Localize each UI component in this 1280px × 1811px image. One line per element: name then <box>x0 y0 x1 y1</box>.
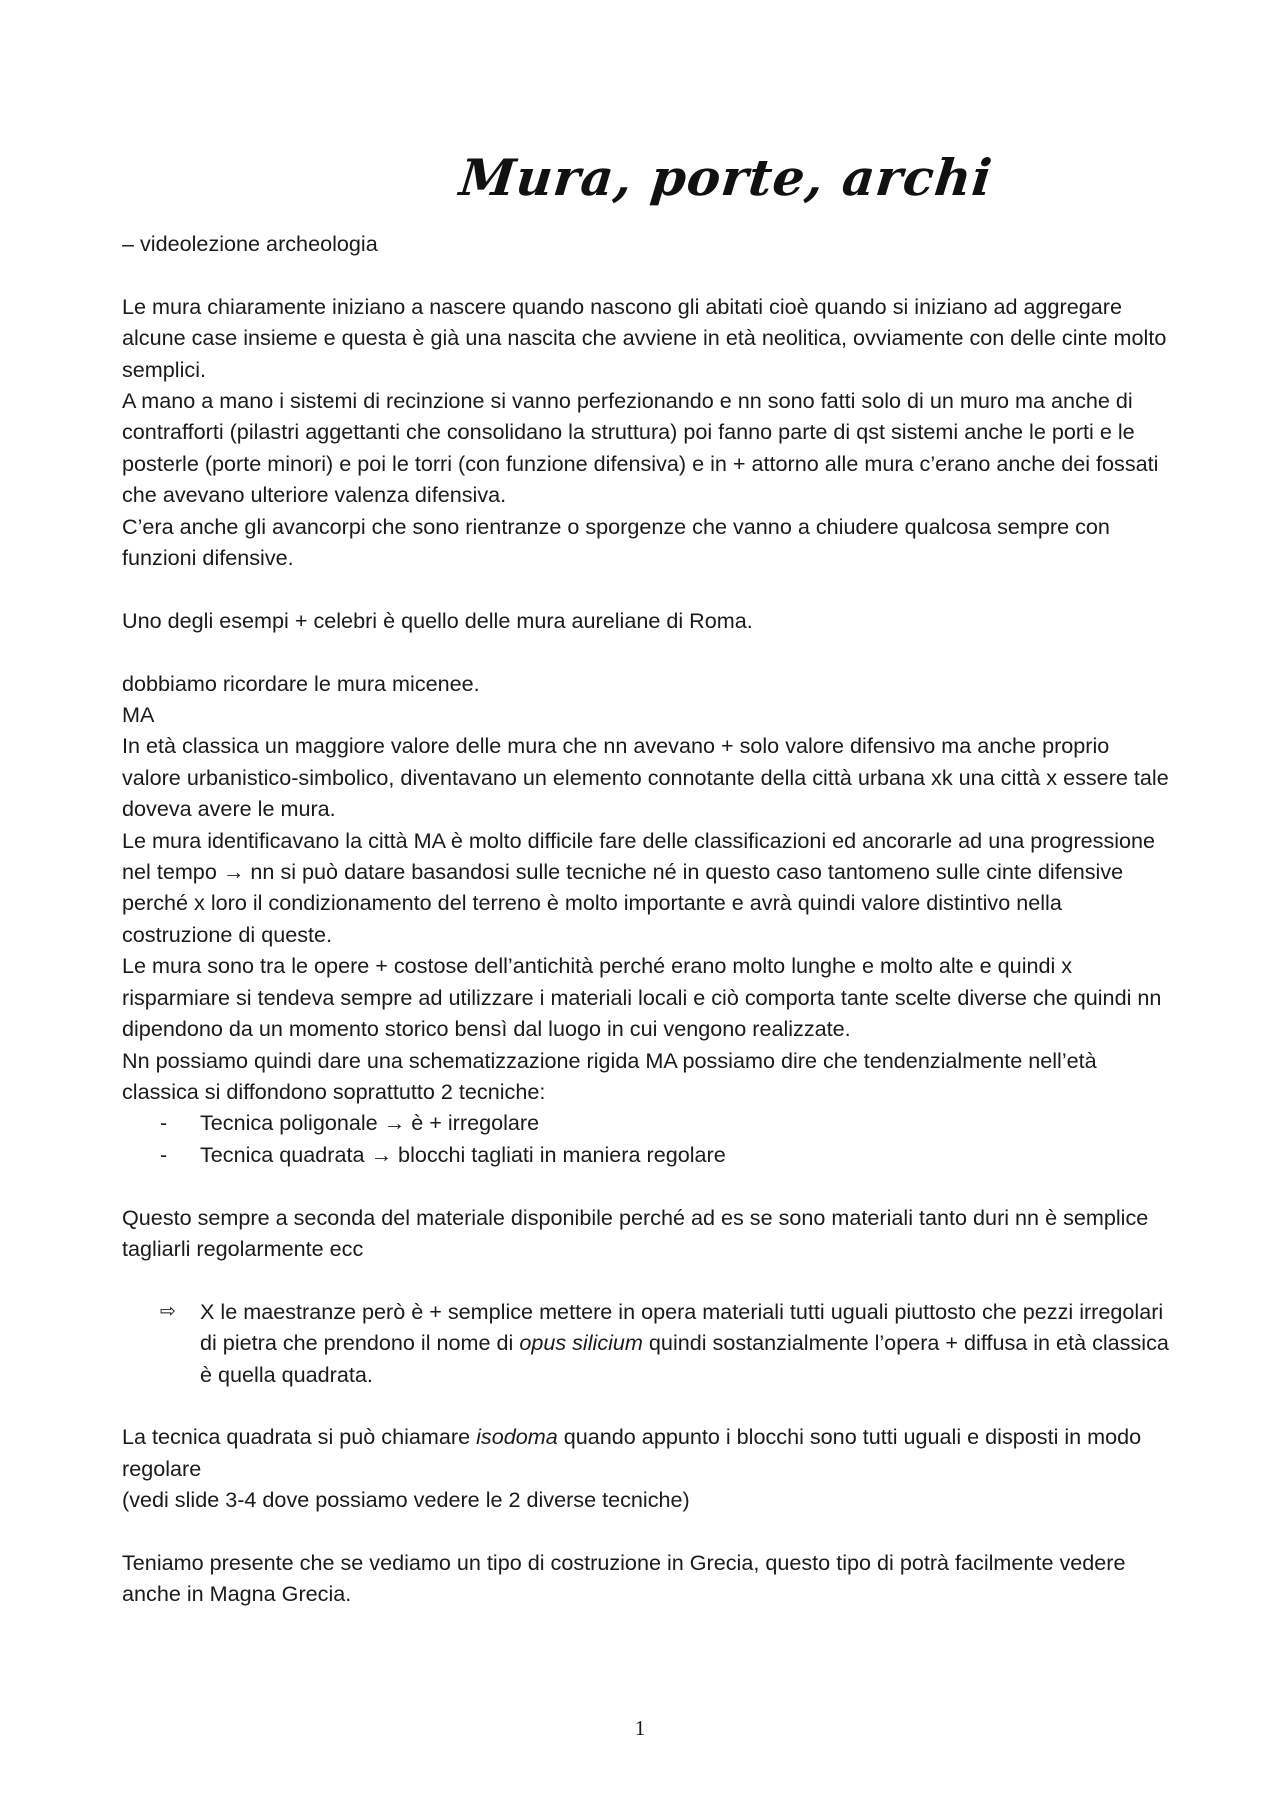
isodoma-term: isodoma <box>476 1424 558 1450</box>
paragraph: Le mura identificavano la città MA è molto difficile fare delle classificazioni ed ancorarle ad una progressione nel tempo → nn si può datare basandosi sulle tecniche né in questo caso tantomeno sulle cinte difensive perché x loro il condizionamento del terreno è molto importante e avrà quindi valore distintivo nella costruzione di queste. <box>122 827 1156 947</box>
paragraph: C’era anche gli avancorpi che sono rientranze o sporgenze che vanno a chiudere qualcosa sempre con funzioni difensive. <box>122 513 1110 571</box>
arrow-note-term: opus silicium <box>519 1330 643 1356</box>
dash-bullet: - <box>160 1110 168 1136</box>
paragraph: In età classica un maggiore valore delle mura che nn avevano + solo valore difensivo ma anche proprio valore urbanistico-simbolico, diventavano un elemento connotante della città urbana xk una città x essere tale doveva avere le mura. <box>122 733 1169 822</box>
paragraph: Questo sempre a seconda del materiale disponibile perché ad es se sono materiali tanto duri nn è semplice tagliarli regolarmente ecc <box>122 1204 1149 1261</box>
page-title: Mura, porte, archi <box>456 148 996 207</box>
dash-bullet: - <box>160 1141 168 1167</box>
list-item-text: Tecnica quadrata → blocchi tagliati in maniera regolare <box>200 1141 726 1167</box>
subtitle: – videolezione archeologia <box>122 231 378 256</box>
paragraph: Uno degli esempi + celebri è quello delle mura aureliane di Roma. <box>122 607 753 633</box>
list-item <box>122 1107 1172 1138</box>
paragraph: Nn possiamo quindi dare una schematizzazione rigida MA possiamo dire che tendenzialmente nell’età classica si diffondono soprattutto 2 tecniche: <box>122 1047 1097 1104</box>
paragraph: A mano a mano i sistemi di recinzione si vanno perfezionando e nn sono fatti solo di un muro ma anche di contrafforti (pilastri aggettanti che consolidano la struttura) poi fanno parte di qst sistemi anche le porti e le posterle (porte minori) e poi le torri (con funzione difensiva) e in + attorno alle mura c’erano anche dei fossati che avevano ulteriore valenza difensiva. <box>122 388 1159 508</box>
paragraph-text: quando appunto i blocchi sono tutti uguali e disposti in modo regolare <box>122 1424 1142 1481</box>
list-item <box>122 1139 1172 1170</box>
techniques-list <box>122 1107 1172 1170</box>
page-number: 1 <box>634 1716 646 1740</box>
paragraph <box>122 1421 1172 1484</box>
arrow-note-text: quindi sostanzialmente l’opera + diffusa in età classica è quella quadrata. <box>200 1330 1169 1387</box>
document-body <box>122 228 1172 1610</box>
paragraph-text: La tecnica quadrata si può chiamare <box>122 1424 471 1450</box>
paragraph: Teniamo presente che se vediamo un tipo di costruzione in Grecia, questo tipo di potrà facilmente vedere anche in Magna Grecia. <box>122 1549 1126 1607</box>
paragraph: MA <box>122 702 155 728</box>
paragraph: dobbiamo ricordare le mura micenee. <box>122 670 480 696</box>
paragraph: Le mura sono tra le opere + costose dell’antichità perché erano molto lunghe e molto alte e quindi x risparmiare si tendeva sempre ad utilizzare i materiali locali e ciò comporta tante scelte diverse che quindi nn dipendono da un momento storico bensì dal luogo in cui vengono realizzate. <box>122 953 1162 1042</box>
paragraph: Le mura chiaramente iniziano a nascere quando nascono gli abitati cioè quando si iniziano ad aggregare alcune case insieme e questa è già una nascita che avviene in età neolitica, ovviamente con delle cinte molto semplici. <box>122 293 1167 382</box>
arrow-note <box>122 1296 1172 1390</box>
arrow-bullet-icon: ⇨ <box>160 1300 176 1322</box>
arrow-note-text: X le maestranze però è + semplice mettere in opera materiali tutti uguali piuttosto che pezzi irregolari di pietra che prendono il nome di <box>200 1298 1164 1356</box>
paragraph: (vedi slide 3-4 dove possiamo vedere le 2 diverse tecniche) <box>122 1487 690 1513</box>
list-item-text: Tecnica poligonale → è + irregolare <box>200 1110 540 1136</box>
